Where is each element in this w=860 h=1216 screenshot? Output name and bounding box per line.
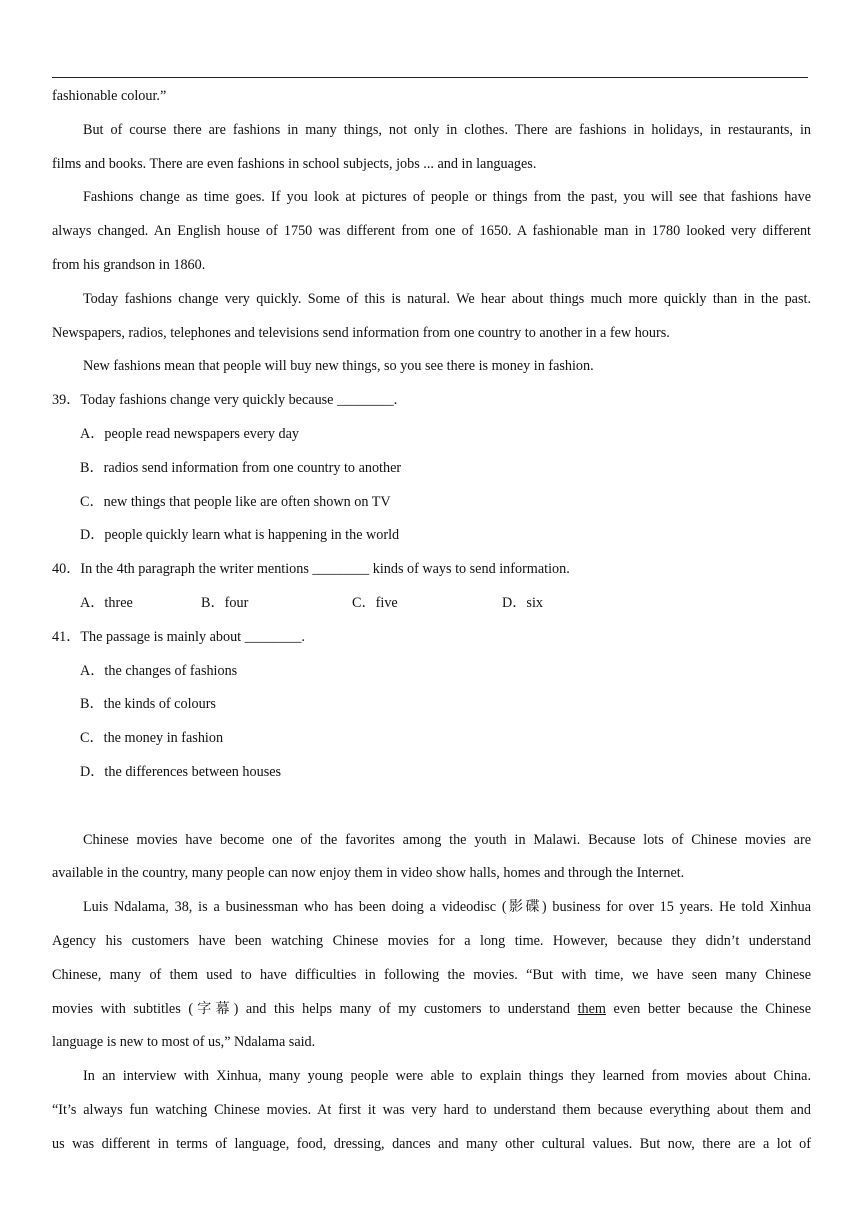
- section-gap: [52, 794, 811, 828]
- answer-option: B．radios send information from one country to another: [80, 459, 402, 476]
- answer-option: B．the kinds of colours: [80, 696, 216, 713]
- answer-option: A．people read newspapers every day: [80, 425, 300, 442]
- passage1-line: But of course there are fashions in many things, not only in clothes. There are fashions in holidays, in restaurants, in: [83, 121, 811, 138]
- passage1-line: films and books. There are even fashions in school subjects, jobs ... and in languages.: [52, 155, 537, 172]
- passage1-line: Today fashions change very quickly. Some of this is natural. We hear about things much more quickly than in the past.: [83, 290, 811, 307]
- answer-option: A．the changes of fashions: [80, 662, 238, 679]
- passage1-line: from his grandson in 1860.: [52, 256, 206, 273]
- passage2-line: Agency his customers have been watching Chinese movies for a long time. However, because they didn’t understand: [52, 932, 811, 949]
- answer-option: D．six: [502, 594, 543, 611]
- document-page: [52, 84, 811, 1166]
- question-stem: 41．The passage is mainly about ________.: [52, 628, 305, 645]
- header-rule: [52, 77, 808, 78]
- passage2-line: “It’s always fun watching Chinese movies. At first it was very hard to understand them because everything about them and: [52, 1101, 811, 1118]
- passage2-line: language is new to most of us,” Ndalama said.: [52, 1034, 316, 1051]
- passage2-text: movies with subtitles (字幕) and this helps many of my customers to understand: [52, 1000, 578, 1017]
- passage1-line: New fashions mean that people will buy new things, so you see there is money in fashion.: [83, 358, 594, 375]
- passage2-line: In an interview with Xinhua, many young people were able to explain things they learned from movies about China.: [83, 1068, 811, 1085]
- passage1-line: Fashions change as time goes. If you look at pictures of people or things from the past, you will see that fashions have: [83, 189, 811, 206]
- answer-options-row: [52, 591, 811, 625]
- question-stem: 39．Today fashions change very quickly because ________.: [52, 392, 398, 409]
- passage1-line: always changed. An English house of 1750 was different from one of 1650. A fashionable man in 1780 looked very different: [52, 223, 811, 240]
- passage2-line: [52, 997, 811, 1031]
- answer-option: A．three: [80, 594, 133, 611]
- passage1-line: fashionable colour.”: [52, 88, 167, 104]
- passage1-line: Newspapers, radios, telephones and televisions send information from one country to another in a few hours.: [52, 324, 670, 341]
- passage2-line: us was different in terms of language, food, dressing, dances and many other cultural values. But now, there are a lot of: [52, 1135, 811, 1152]
- passage2-line: Chinese movies have become one of the favorites among the youth in Malawi. Because lots of Chinese movies are: [83, 831, 811, 848]
- answer-option: C．new things that people like are often shown on TV: [80, 493, 391, 510]
- question-stem: 40．In the 4th paragraph the writer mentions ________ kinds of ways to send information.: [52, 561, 570, 578]
- passage2-line: available in the country, many people can now enjoy them in video show halls, homes and through the Internet.: [52, 865, 685, 882]
- passage2-text: even better because the Chinese: [605, 1000, 811, 1017]
- answer-option: D．people quickly learn what is happening in the world: [80, 527, 400, 544]
- answer-option: C．five: [352, 594, 398, 611]
- answer-option: C．the money in fashion: [80, 730, 224, 747]
- answer-option: B．four: [201, 594, 249, 611]
- answer-option: D．the differences between houses: [80, 763, 282, 780]
- passage2-line: Luis Ndalama, 38, is a businessman who has been doing a videodisc (影碟) business for over 15 years. He told Xinhua: [83, 899, 811, 916]
- underlined-word: them: [577, 1000, 606, 1017]
- passage2-line: Chinese, many of them used to have difficulties in following the movies. “But with time, we have seen many Chinese: [52, 966, 811, 983]
